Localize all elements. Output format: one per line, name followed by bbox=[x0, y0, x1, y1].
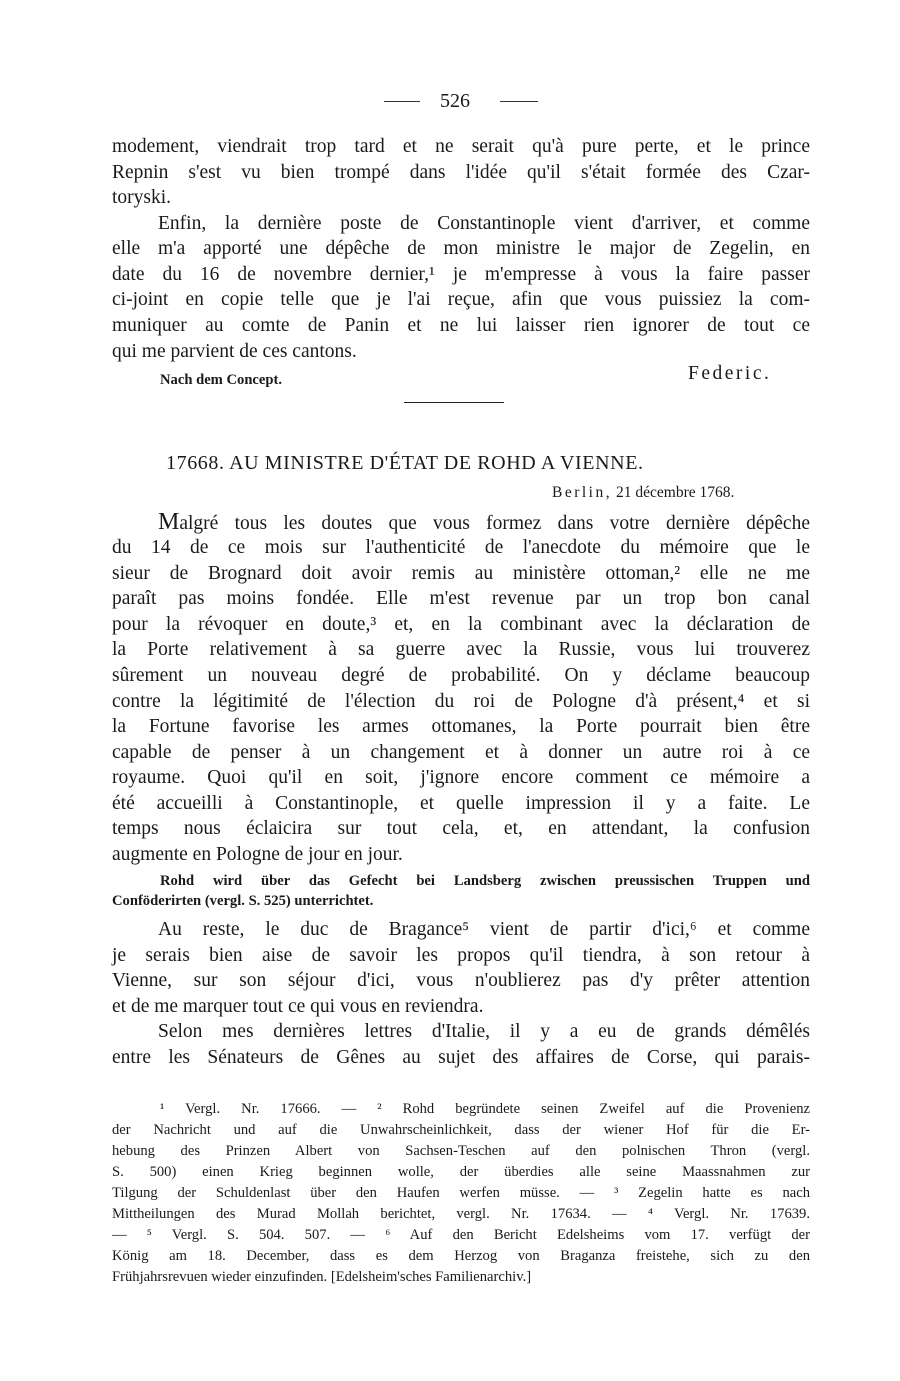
footnote-line: Mittheilungen des Murad Mollah berichtet, vergl. Nr. 17634. — ⁴ Vergl. Nr. 17639. bbox=[112, 1206, 810, 1222]
letter-place: Berlin, bbox=[552, 484, 613, 501]
footnote-line: ¹ Vergl. Nr. 17666. — ² Rohd begründete seinen Zweifel auf die Provenienz bbox=[160, 1101, 810, 1117]
editorial-note-line: Rohd wird über das Gefecht bei Landsberg zwischen preussischen Truppen und bbox=[160, 873, 810, 889]
source-note: Nach dem Concept. bbox=[160, 372, 283, 388]
text-line: muniquer au comte de Panin et ne lui laisser rien ignorer de tout ce bbox=[112, 315, 810, 336]
text-line bbox=[158, 509, 810, 537]
text-line: ci-joint en copie telle que je l'ai reçue, afin que vous puissiez la com- bbox=[112, 289, 810, 310]
text-line: sûrement un nouveau degré de probabilité. On y déclame beaucoup bbox=[112, 665, 810, 686]
text-line: je serais bien aise de savoir les propos qu'il tiendra, à son retour à bbox=[112, 945, 810, 966]
text-line: la Porte relativement à sa guerre avec la Russie, vous lui trouverez bbox=[112, 639, 810, 660]
text-line: et de me marquer tout ce qui vous en reviendra. bbox=[112, 996, 484, 1017]
text-line: Au reste, le duc de Bragance⁵ vient de partir d'ici,⁶ et comme bbox=[158, 919, 810, 940]
text-line: modement, viendrait trop tard et ne serait qu'à pure perte, et le prince bbox=[112, 136, 810, 157]
text-span: algré tous les doutes que vous formez dans votre dernière dépêche bbox=[179, 513, 810, 534]
text-line: contre la légitimité de l'élection du roi de Pologne d'à présent,⁴ et si bbox=[112, 691, 810, 712]
text-line: royaume. Quoi qu'il en soit, j'ignore encore comment ce mémoire a bbox=[112, 767, 810, 788]
footnote-line: König am 18. December, dass es dem Herzog von Braganza freistehe, sich zu den bbox=[112, 1248, 810, 1264]
text-line: Selon mes dernières lettres d'Italie, il y a eu de grands démêlés bbox=[158, 1021, 810, 1042]
page-number: 526 bbox=[440, 90, 470, 112]
letter-dateline bbox=[552, 482, 734, 504]
letter-date: 21 décembre 1768. bbox=[616, 484, 735, 501]
footnote-line: — ⁵ Vergl. S. 504. 507. — ⁶ Auf den Bericht Edelsheims vom 17. verfügt der bbox=[112, 1227, 810, 1243]
text-line: elle m'a apporté une dépêche de mon ministre le major de Zegelin, en bbox=[112, 238, 810, 259]
header-rule-left bbox=[384, 101, 420, 102]
text-line: capable de penser à un changement et à donner un autre roi à ce bbox=[112, 742, 810, 763]
footnote-line: S. 500) einen Krieg beginnen wolle, der überdies alle seine Maassnahmen zur bbox=[112, 1164, 810, 1180]
footnote-line: der Nachricht und auf die Unwahrscheinlichkeit, dass der wiener Hof für die Er- bbox=[112, 1122, 810, 1138]
letter-heading: 17668. AU MINISTRE D'ÉTAT DE ROHD A VIENNE. bbox=[166, 452, 644, 474]
editorial-note-line: Conföderirten (vergl. S. 525) unterrichtet. bbox=[112, 893, 374, 909]
text-line: pour la révoquer en doute,³ et, en la combinant avec la déclaration de bbox=[112, 614, 810, 635]
text-line: date du 16 de novembre dernier,¹ je m'empresse à vous la faire passer bbox=[112, 264, 810, 285]
text-line: Enfin, la dernière poste de Constantinople vient d'arriver, et comme bbox=[158, 213, 810, 234]
text-line: du 14 de ce mois sur l'authenticité de l'anecdote du mémoire que le bbox=[112, 537, 810, 558]
section-divider bbox=[404, 402, 504, 403]
header-rule-right bbox=[500, 101, 538, 102]
footnote-line: Tilgung der Schuldenlast über den Haufen werfen müsse. — ³ Zegelin hatte es nach bbox=[112, 1185, 810, 1201]
text-line: paraît pas moins fondée. Elle m'est revenue par un trop bon canal bbox=[112, 588, 810, 609]
text-line: la Fortune favorise les armes ottomanes, la Porte pourrait bien être bbox=[112, 716, 810, 737]
text-line: toryski. bbox=[112, 187, 172, 208]
text-line: augmente en Pologne de jour en jour. bbox=[112, 844, 403, 865]
text-line: temps nous éclaicira sur tout cela, et, en attendant, la confusion bbox=[112, 818, 810, 839]
footnote-line: hebung des Prinzen Albert von Sachsen-Teschen auf den polnischen Thron (vergl. bbox=[112, 1143, 810, 1159]
text-line: Repnin s'est vu bien trompé dans l'idée qu'il s'était formée des Czar- bbox=[112, 162, 810, 183]
text-line: entre les Sénateurs de Gênes au sujet des affaires de Corse, qui parais- bbox=[112, 1047, 810, 1068]
footnote-line: Frühjahrsrevuen wieder einzufinden. [Edelsheim'sches Familienarchiv.] bbox=[112, 1269, 532, 1285]
text-line: sieur de Brognard doit avoir remis au ministère ottoman,² elle ne me bbox=[112, 563, 810, 584]
text-line: été accueilli à Constantinople, et quelle impression il y a faite. Le bbox=[112, 793, 810, 814]
text-line: Vienne, sur son séjour d'ici, vous n'oublierez pas d'y prêter attention bbox=[112, 970, 810, 991]
text-line: qui me parvient de ces cantons. bbox=[112, 341, 357, 362]
drop-initial: M bbox=[158, 509, 180, 535]
signature: Federic. bbox=[688, 363, 772, 384]
